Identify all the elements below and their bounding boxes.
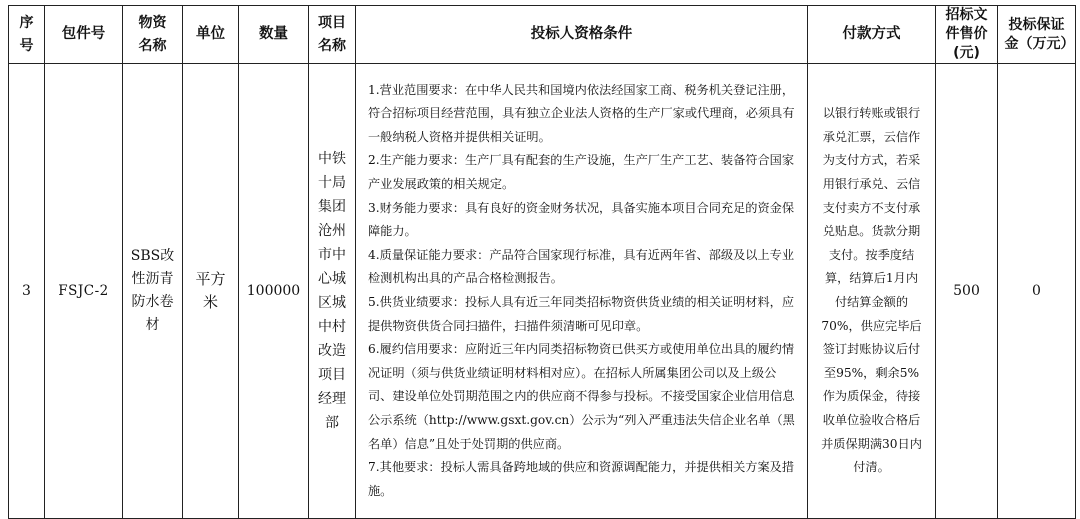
cell-qualification [356, 64, 808, 519]
qualification-item-2: 2.生产能力要求：生产厂具有配套的生产设施，生产厂生产工艺、装备符合国家产业发展政策的相关规定。 [368, 153, 795, 192]
cell-material: SBS改性沥青防水卷材 [123, 64, 183, 519]
qualification-item-6: 6.履约信用要求：应附近三年内同类招标物资已供买方或使用单位出具的履约情况证明（须与供货业绩证明材料相对应）。在招标人所属集团公司以及上级公司、建设单位处罚期范围之内的供应商不得参与投标。不接受国家企业信用信息公示系统（http://www.gsxt.gov.cn）公示为“列入严重违法失信企业名单（黑名单）信息”且处于处罚期的供应商。 [368, 342, 795, 451]
qualification-item-1: 1.营业范围要求：在中华人民共和国境内依法经国家工商、税务机关登记注册，符合招标项目经营范围，具有独立企业法人资格的生产厂家或代理商，必须具有一般纳税人资格并提供相关证明。 [368, 82, 795, 144]
header-quantity: 数量 [239, 6, 309, 64]
header-deposit: 投标保证金（万元） [998, 6, 1076, 64]
qualification-item-4: 4.质量保证能力要求：产品符合国家现行标准，具有近两年省、部级及以上专业检测机构出具的产品合格检测报告。 [368, 247, 795, 286]
header-doc-price: 招标文件售价(元) [936, 6, 998, 64]
cell-deposit: 0 [998, 64, 1076, 519]
tender-table [8, 5, 1076, 519]
cell-package: FSJC-2 [45, 64, 123, 519]
header-material: 物资名称 [123, 6, 183, 64]
header-package: 包件号 [45, 6, 123, 64]
qualification-item-3: 3.财务能力要求：具有良好的资金财务状况，具备实施本项目合同充足的资金保障能力。 [368, 200, 795, 239]
qualification-item-5: 5.供货业绩要求：投标人具有近三年同类招标物资供货业绩的相关证明材料，应提供物资供货合同扫描件，扫描件须清晰可见印章。 [368, 295, 795, 333]
cell-payment: 以银行转账或银行承兑汇票，云信作为支付方式，若采用银行承兑、云信支付卖方不支付承兑贴息。货款分期支付。按季度结算，结算后1月内付结算金额的70%，供应完毕后签订封账协议后付至95%，剩余5%作为质保金，待接收单位验收合格后并质保期满30日内付清。 [808, 64, 936, 519]
cell-quantity: 100000 [239, 64, 309, 519]
cell-doc-price: 500 [936, 64, 998, 519]
header-unit: 单位 [183, 6, 239, 64]
cell-unit: 平方米 [183, 64, 239, 519]
header-project: 项目名称 [309, 6, 356, 64]
header-qualification: 投标人资格条件 [356, 6, 808, 64]
table-row [9, 64, 1076, 519]
header-seq: 序号 [9, 6, 45, 64]
qualification-item-7: 7.其他要求：投标人需具备跨地域的供应和资源调配能力，并提供相关方案及措施。 [368, 460, 795, 498]
header-payment: 付款方式 [808, 6, 936, 64]
cell-seq: 3 [9, 64, 45, 519]
header-row [9, 6, 1076, 64]
cell-project: 中铁十局集团沧州市中心城区城中村改造项目经理部 [309, 64, 356, 519]
